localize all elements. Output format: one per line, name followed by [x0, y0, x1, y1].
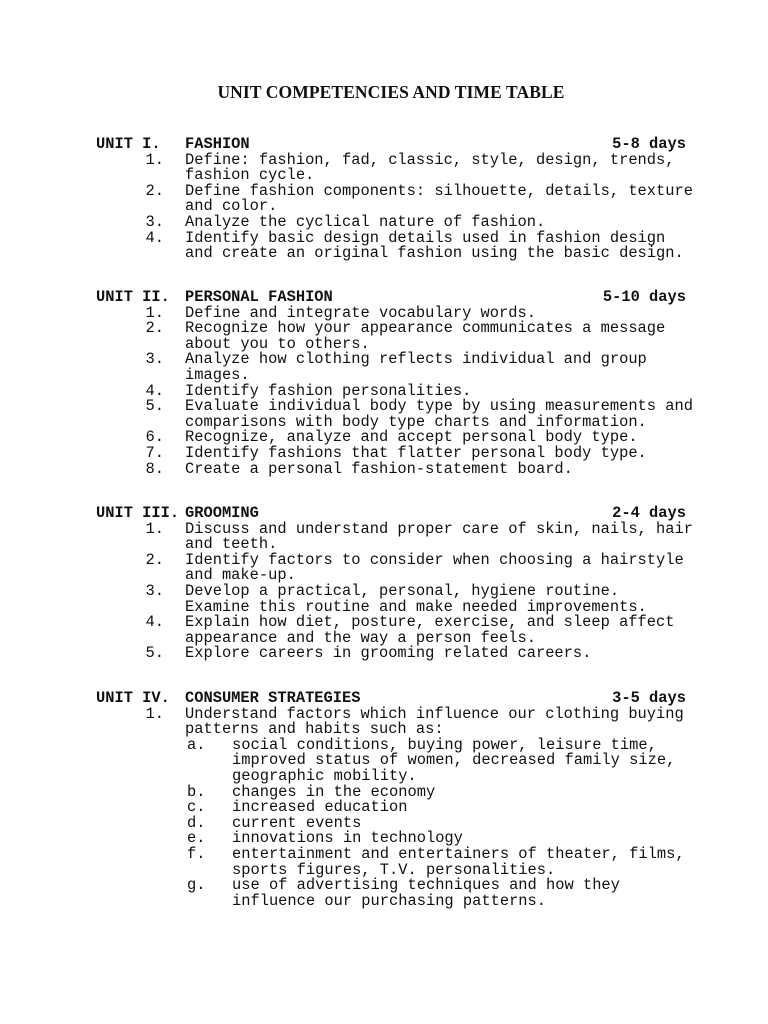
sub-item-line: social conditions, buying power, leisure time, [232, 735, 657, 754]
item-number: 1. [145, 150, 164, 169]
item-line: Recognize, analyze and accept personal body type. [185, 428, 638, 447]
unit-section [0, 506, 768, 662]
item-text [185, 399, 768, 430]
unit-duration: 2-4 days [612, 504, 686, 522]
unit-section [0, 691, 768, 909]
sub-item-letter: f. [187, 844, 206, 863]
item-text [185, 228, 768, 263]
unit-duration: 5-8 days [612, 135, 686, 153]
competency-item [0, 550, 768, 585]
sub-item-letter: g. [187, 876, 206, 895]
item-number: 4. [145, 613, 164, 632]
sub-item-line: improved status of women, decreased family size, [232, 751, 676, 770]
item-number: 2. [145, 181, 164, 200]
item-line: Explain how diet, posture, exercise, and sleep affect [185, 613, 675, 632]
sub-item-line: entertainment and entertainers of theater, films, [232, 844, 685, 863]
sub-item [0, 800, 768, 816]
item-number: 2. [145, 550, 164, 569]
competency-item [0, 615, 768, 646]
unit-name: GROOMING [185, 504, 259, 522]
item-text [185, 321, 768, 352]
sub-item-line: geographic mobility. [232, 766, 417, 785]
item-number: 2. [145, 319, 164, 338]
item-line: Discuss and understand proper care of skin, nails, hair [185, 519, 693, 538]
sub-item-line: current events [232, 813, 362, 832]
item-text [185, 646, 768, 662]
sub-item-text [232, 878, 768, 909]
item-number: 5. [145, 644, 164, 663]
item-number: 1. [145, 303, 164, 322]
item-number: 7. [145, 443, 164, 462]
unit-label: UNIT IV. [96, 689, 170, 707]
item-number: 8. [145, 459, 164, 478]
competency-item [0, 321, 768, 352]
item-number: 3. [145, 350, 164, 369]
page-title: UNIT COMPETENCIES AND TIME TABLE [217, 82, 565, 102]
item-line: about you to others. [185, 334, 370, 353]
item-number: 1. [145, 704, 164, 723]
competency-item [0, 704, 768, 739]
item-number: 4. [145, 381, 164, 400]
item-line: and create an original fashion using the basic design. [185, 244, 684, 263]
competency-item [0, 181, 768, 216]
competency-item [0, 150, 768, 185]
sub-item-letter: c. [187, 798, 206, 817]
item-number: 5. [145, 397, 164, 416]
item-number: 6. [145, 428, 164, 447]
unit-section [0, 137, 768, 262]
sub-item-line: innovations in technology [232, 829, 463, 848]
item-line: comparisons with body type charts and information. [185, 412, 647, 431]
item-line: Identify fashions that flatter personal body type. [185, 443, 647, 462]
item-line: and make-up. [185, 566, 296, 585]
item-text [185, 550, 768, 585]
sub-item-letter: d. [187, 813, 206, 832]
item-line: Identify fashion personalities. [185, 381, 472, 400]
item-line: Define: fashion, fad, classic, style, design, trends, [185, 150, 675, 169]
item-line: and color. [185, 197, 278, 216]
item-text [185, 704, 768, 739]
unit-label: UNIT II. [96, 288, 170, 306]
competency-item [0, 519, 768, 554]
item-line: Analyze the cyclical nature of fashion. [185, 212, 546, 231]
item-text [185, 581, 768, 616]
unit-name: FASHION [185, 135, 250, 153]
item-line: Develop a practical, personal, hygiene routine. [185, 581, 620, 600]
competency-item [0, 352, 768, 383]
sub-item-line: changes in the economy [232, 782, 436, 801]
item-text [185, 150, 768, 185]
item-text [185, 181, 768, 216]
item-line: Explore careers in grooming related careers. [185, 644, 592, 663]
unit-label: UNIT III. [96, 504, 180, 522]
item-text [185, 519, 768, 554]
item-line: Define fashion components: silhouette, details, texture [185, 181, 693, 200]
item-line: Analyze how clothing reflects individual and group [185, 350, 647, 369]
item-line: Define and integrate vocabulary words. [185, 303, 536, 322]
unit-section [0, 290, 768, 477]
item-number: 4. [145, 228, 164, 247]
sub-item-text [232, 844, 768, 879]
unit-label: UNIT I. [96, 135, 161, 153]
competency-item [0, 646, 768, 662]
competency-item [0, 581, 768, 616]
sub-item-line: sports figures, T.V. personalities. [232, 860, 556, 879]
item-line: fashion cycle. [185, 166, 315, 185]
competency-item [0, 228, 768, 263]
item-line: images. [185, 365, 250, 384]
sub-item-line: use of advertising techniques and how they [232, 876, 620, 895]
item-line: appearance and the way a person feels. [185, 628, 536, 647]
sub-item-line: influence our purchasing patterns. [232, 891, 547, 910]
competency-item [0, 459, 768, 478]
item-line: Understand factors which influence our clothing buying [185, 704, 684, 723]
item-line: and teeth. [185, 535, 278, 554]
item-line: Evaluate individual body type by using measurements and [185, 397, 693, 416]
item-text [185, 459, 768, 478]
sub-item-text [232, 735, 768, 785]
item-text [185, 352, 768, 383]
item-text [185, 615, 768, 646]
sub-item [0, 878, 768, 909]
sub-item-letter: e. [187, 829, 206, 848]
sub-item-letter: b. [187, 782, 206, 801]
item-line: patterns and habits such as: [185, 720, 444, 739]
item-line: Identify basic design details used in fashion design [185, 228, 666, 247]
competency-item [0, 399, 768, 430]
item-number: 1. [145, 519, 164, 538]
item-line: Create a personal fashion-statement board. [185, 459, 573, 478]
sub-item [0, 735, 768, 785]
unit-duration: 3-5 days [612, 689, 686, 707]
item-line: Recognize how your appearance communicates a message [185, 319, 666, 338]
item-line: Examine this routine and make needed improvements. [185, 597, 647, 616]
unit-name: PERSONAL FASHION [185, 288, 333, 306]
item-line: Identify factors to consider when choosing a hairstyle [185, 550, 684, 569]
item-number: 3. [145, 212, 164, 231]
unit-name: CONSUMER STRATEGIES [185, 689, 361, 707]
unit-duration: 5-10 days [602, 288, 686, 306]
sub-item [0, 844, 768, 879]
sub-item-line: increased education [232, 798, 408, 817]
sub-item-letter: a. [187, 735, 206, 754]
item-number: 3. [145, 581, 164, 600]
